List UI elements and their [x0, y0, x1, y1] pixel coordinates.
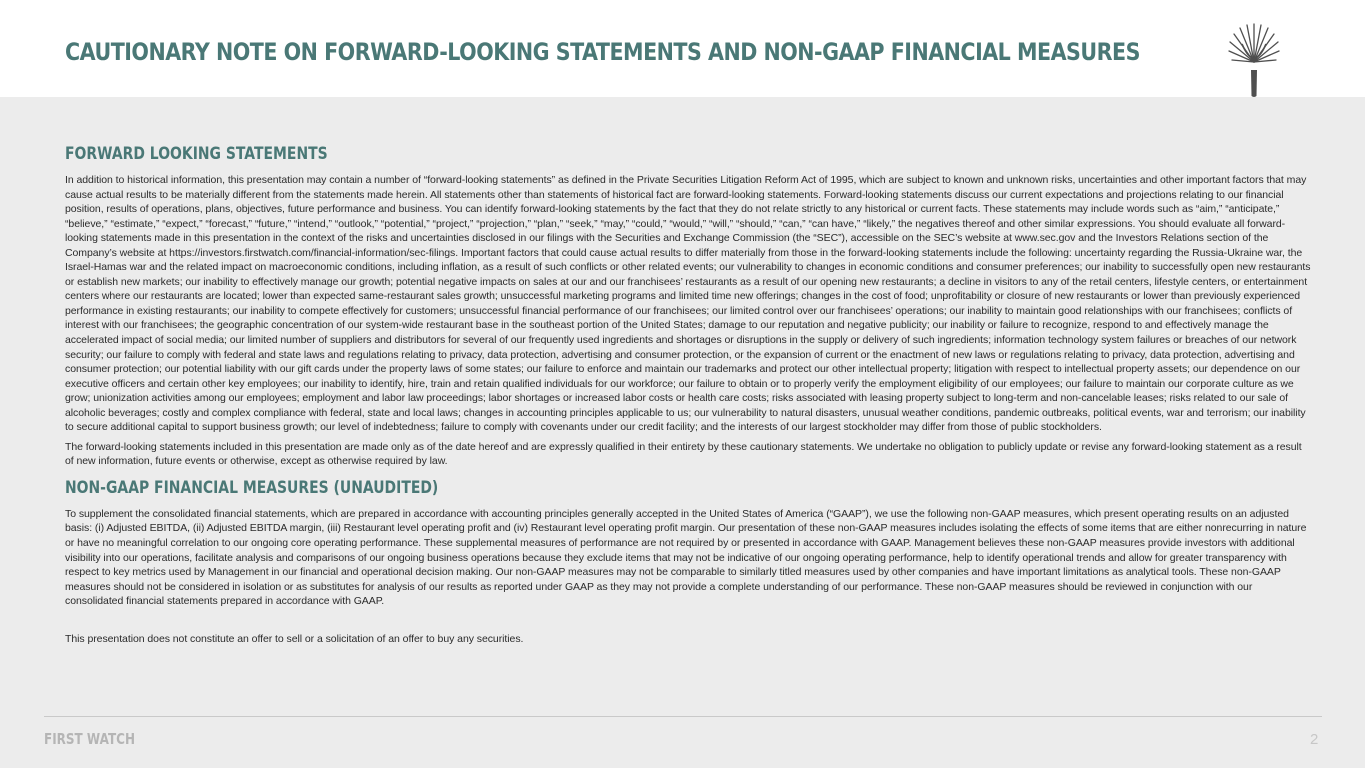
non-gaap-heading: NON-GAAP FINANCIAL MEASURES (UNAUDITED)	[65, 477, 439, 498]
footer-divider	[44, 716, 1322, 717]
main-content	[65, 144, 1313, 651]
non-gaap-paragraph: To supplement the consolidated financial statements, which are prepared in accordance with accounting principles generally accepted in the United States of America (“GAAP”), we use the following non-GAAP measures, which present operating results on an adjusted basis: (i) Adjusted EBITDA, (ii) Adjusted EBITDA margin, (iii) Restaurant level operating profit and (iv) Restaurant level operating profit margin. Our presentation of these non-GAAP measures includes isolating the effects of some items that are either nonrecurring in nature or have no meaningful correlation to our ongoing core operating performance. These supplemental measures of performance are not required by or presented in accordance with GAAP. Management believes these non-GAAP measures provide investors with additional visibility into our operations, facilitate analysis and comparisons of our ongoing business operations because they exclude items that may not be indicative of our ongoing operating performance, help to identify operational trends and allow for greater transparency with respect to key metrics used by Management in our financial and operational decision making. Our non-GAAP measures may not be comparable to similarly titled measures used by other companies and have important limitations as analytical tools. These non-GAAP measures should not be considered in isolation or as substitutes for analysis of our results as reported under GAAP as they may not provide a complete understanding of our performance. These non-GAAP measures should be reviewed in conjunction with our consolidated financial statements prepared in accordance with GAAP.	[65, 507, 1307, 608]
forward-looking-qualification-paragraph: The forward-looking statements included in this presentation are made only as of the date hereof and are expressly qualified in their entirety by these cautionary statements. We undertake no obligation to publicly update or revise any forward-looking statement as a result of new information, future events or otherwise, except as otherwise required by law.	[65, 440, 1302, 468]
footer-brand: FIRST WATCH	[44, 730, 135, 748]
fork-icon	[1226, 20, 1282, 98]
offer-disclaimer: This presentation does not constitute an offer to sell or a solicitation of an offer to buy any securities.	[65, 632, 524, 645]
forward-looking-paragraph: In addition to historical information, this presentation may contain a number of “forward-looking statements” as defined in the Private Securities Litigation Reform Act of 1995, which are subject to known and unknown risks, uncertainties and other important factors that may cause actual results to be materially different from the statements made herein. All statements other than statements of historical fact are forward-looking statements. Forward-looking statements discuss our current expectations and projections relating to our financial position, results of operations, plans, objectives, future performance and business. You can identify forward-looking statements by the fact that they do not relate strictly to any historical or current facts. These statements may include words such as “aim,” “anticipate,” “believe,” “estimate,” “expect,” “forecast,” “future,” “intend,” “outlook,” “potential,” “project,” “projection,” “plan,” “seek,” “may,” “could,” “would,” “will,” “should,” “can,” “can have,” “likely,” the negatives thereof and other similar expressions. You should evaluate all forward-looking statements made in this presentation in the context of the risks and uncertainties disclosed in our filings with the Securities and Exchange Commission (the “SEC”), accessible on the SEC’s website at www.sec.gov and the Investors Relations section of the Company’s website at https://investors.firstwatch.com/financial-information/sec-filings. Important factors that could cause actual results to differ materially from those in the forward-looking statements include the following: uncertainty regarding the Russia-Ukraine war, the Israel-Hamas war and the related impact on macroeconomic conditions, including inflation, as a result of such conflicts or other related events; our vulnerability to changes in economic conditions and consumer preferences; our inability to successfully open new restaurants or establish new markets; our inability to effectively manage our growth; potential negative impacts on sales at our and our franchisees’ restaurants as a result of our opening new restaurants; a decline in visitors to any of the retail centers, lifestyle centers, or entertainment centers where our restaurants are located; lower than expected same-restaurant sales growth; unsuccessful marketing programs and limited time new offerings; changes in the cost of food; unprofitability or closure of new restaurants or lower than previously experienced performance in existing restaurants; our inability to compete effectively for customers; unsuccessful financial performance of our franchisees; our limited control over our franchisees’ operations; our inability to maintain good relationships with our franchisees; conflicts of interest with our franchisees; the geographic concentration of our system-wide restaurant base in the southeast portion of the United States; damage to our reputation and negative publicity; our inability or failure to recognize, respond to and effectively manage the accelerated impact of social media; our limited number of suppliers and distributors for several of our frequently used ingredients and shortages or disruptions in the supply or delivery of such ingredients; information technology system failures or breaches of our network security; our failure to comply with federal and state laws and regulations relating to privacy, data protection, advertising and consumer protection, or the expansion of current or the enactment of new laws or regulations relating to privacy, data protection, advertising and consumer protection; our potential liability with our gift cards under the property laws of some states; our failure to enforce and maintain our trademarks and protect our other intellectual property; litigation with respect to intellectual property assets; our dependence on our executive officers and certain other key employees; our inability to identify, hire, train and retain qualified individuals for our workforce; our failure to obtain or to properly verify the employment eligibility of our employees; our failure to maintain our corporate culture as we grow; unionization activities among our employees; employment and labor law proceedings; labor shortages or increased labor costs or health care costs; risks associated with leasing property subject to long-term and non-cancelable leases; risks related to our sale of alcoholic beverages; costly and complex compliance with federal, state and local laws; changes in accounting principles applicable to us; our vulnerability to natural disasters, unusual weather conditions, pandemic outbreaks, political events, war and terrorism; our inability to secure additional capital to support business growth; our level of indebtedness; failure to comply with covenants under our credit facility; and the interests of our largest stockholder may differ from those of public stockholders.	[65, 174, 1311, 434]
page-number: 2	[1310, 731, 1319, 748]
forward-looking-heading: FORWARD LOOKING STATEMENTS	[65, 144, 328, 164]
page-title: CAUTIONARY NOTE ON FORWARD-LOOKING STATEMENTS AND NON-GAAP FINANCIAL MEASURES	[65, 38, 1140, 66]
header-bar	[0, 0, 1365, 97]
